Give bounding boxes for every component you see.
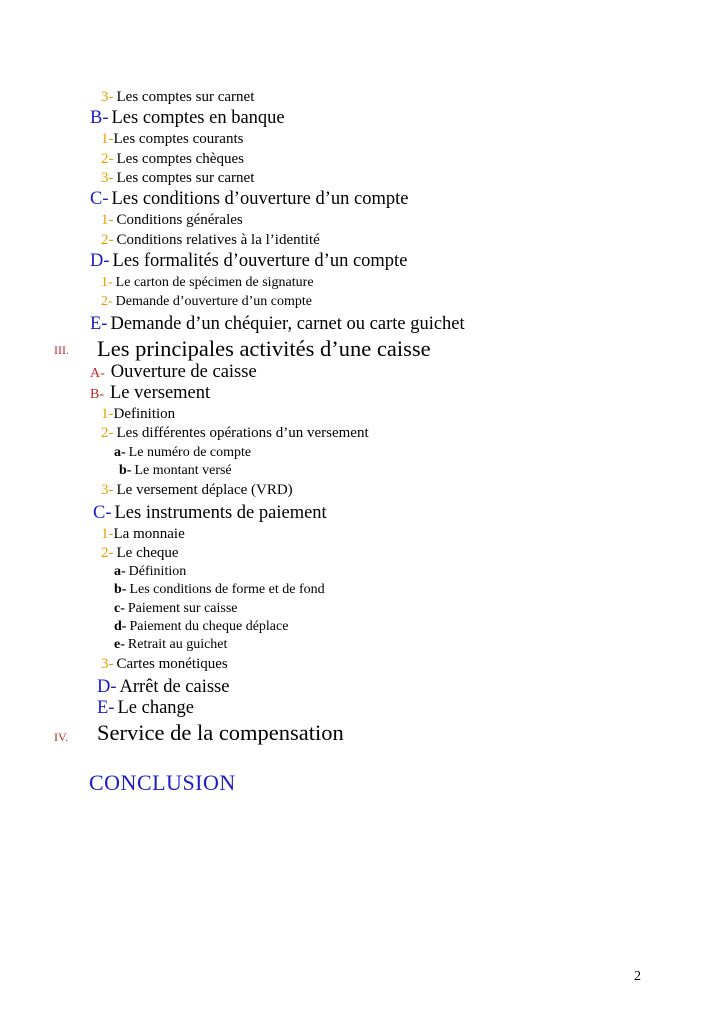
toc-text: Les comptes en banque <box>111 108 285 128</box>
toc-text: Les comptes courants <box>113 131 244 147</box>
toc-text: Le change <box>117 698 194 718</box>
toc-marker: 2- <box>101 425 114 441</box>
toc-line <box>101 546 179 561</box>
toc-text: Paiement sur caisse <box>127 601 238 616</box>
section-title: Service de la compensation <box>97 720 344 745</box>
toc-text: Les comptes chèques <box>116 151 244 167</box>
toc-marker: 1- <box>101 526 114 542</box>
toc-text: Le versement déplace (VRD) <box>116 482 293 498</box>
toc-text: Les instruments de paiement <box>114 503 327 523</box>
toc-line <box>101 213 243 228</box>
toc-line <box>119 464 232 478</box>
toc-line <box>90 252 407 271</box>
toc-line <box>101 152 244 167</box>
toc-marker: 2- <box>101 545 114 561</box>
toc-text: Conditions relatives à la l’identité <box>116 232 320 248</box>
toc-text: Demande d’un chéquier, carnet ou carte guichet <box>110 314 465 334</box>
toc-marker: b- <box>114 582 127 597</box>
toc-text: Retrait au guichet <box>127 637 228 652</box>
toc-text: Les comptes sur carnet <box>116 89 255 105</box>
toc-marker: 1- <box>101 275 113 290</box>
toc-text: Les formalités d’ouverture d’un compte <box>112 251 408 271</box>
section-number: IV. <box>54 730 69 744</box>
section-heading <box>54 729 68 745</box>
toc-line <box>90 190 408 209</box>
toc-line <box>93 504 327 523</box>
toc-marker: 3- <box>101 170 114 186</box>
toc-text: Les conditions de forme et de fond <box>129 582 325 597</box>
toc-text: Demande d’ouverture d’un compte <box>115 294 312 309</box>
toc-line <box>114 583 325 597</box>
toc-marker: C- <box>90 189 109 209</box>
toc-text: Le numéro de compte <box>128 445 252 460</box>
toc-text: La monnaie <box>113 526 185 542</box>
toc-line <box>90 315 465 334</box>
toc-text: Le versement <box>110 383 211 403</box>
toc-line <box>114 446 251 460</box>
toc-text: Le montant versé <box>134 463 232 478</box>
toc-line <box>114 620 288 634</box>
toc-line <box>97 678 229 697</box>
toc-line <box>101 657 228 672</box>
toc-line <box>101 132 243 147</box>
toc-marker: E- <box>97 698 115 718</box>
toc-text: Arrêt de caisse <box>119 677 230 697</box>
toc-marker: b- <box>119 463 132 478</box>
toc-marker: 2- <box>101 232 114 248</box>
section-number: III. <box>54 343 69 357</box>
toc-marker: 3- <box>101 482 114 498</box>
toc-line <box>101 407 175 422</box>
toc-line <box>90 109 285 128</box>
toc-line <box>101 276 314 290</box>
toc-marker: d- <box>114 619 127 634</box>
toc-text: Les différentes opérations d’un versement <box>116 425 369 441</box>
toc-line <box>101 426 369 441</box>
toc-marker: e- <box>114 637 125 652</box>
toc-marker: B- <box>90 387 104 402</box>
toc-marker: 1- <box>101 212 114 228</box>
toc-text: Definition <box>113 406 176 422</box>
toc-line <box>90 363 257 382</box>
toc-line <box>114 638 227 652</box>
section-heading <box>54 342 69 358</box>
toc-line <box>114 602 238 616</box>
toc-marker: 3- <box>101 89 114 105</box>
toc-marker: C- <box>93 503 112 523</box>
toc-line <box>101 483 293 498</box>
toc-marker: 2- <box>101 294 113 309</box>
toc-text: Ouverture de caisse <box>110 362 257 382</box>
toc-marker: A- <box>90 366 105 381</box>
toc-marker: E- <box>90 314 108 334</box>
toc-marker: a- <box>114 445 126 460</box>
toc-text: Définition <box>128 564 187 579</box>
toc-line <box>97 699 194 718</box>
toc-text: Les conditions d’ouverture d’un compte <box>111 189 409 209</box>
toc-marker: D- <box>90 251 110 271</box>
toc-marker: 1- <box>101 406 114 422</box>
toc-line <box>101 295 312 309</box>
toc-text: Le cheque <box>116 545 179 561</box>
toc-marker: D- <box>97 677 117 697</box>
toc-text: Cartes monétiques <box>116 656 228 672</box>
toc-marker: 3- <box>101 656 114 672</box>
toc-text: Conditions générales <box>116 212 243 228</box>
toc-text: Paiement du cheque déplace <box>129 619 289 634</box>
toc-line <box>90 384 210 403</box>
toc-marker: a- <box>114 564 126 579</box>
toc-marker: 1- <box>101 131 114 147</box>
section-title: Les principales activités d’une caisse <box>97 336 431 361</box>
toc-line <box>114 565 186 579</box>
toc-text: Les comptes sur carnet <box>116 170 255 186</box>
toc-text: Le carton de spécimen de signature <box>115 275 314 290</box>
conclusion-heading: CONCLUSION <box>89 770 236 795</box>
toc-marker: c- <box>114 601 125 616</box>
page-number: 2 <box>634 969 641 984</box>
toc-line <box>101 90 254 105</box>
toc-line <box>101 527 185 542</box>
toc-marker: B- <box>90 108 109 128</box>
toc-line <box>101 233 320 248</box>
toc-marker: 2- <box>101 151 114 167</box>
toc-line <box>101 171 254 186</box>
